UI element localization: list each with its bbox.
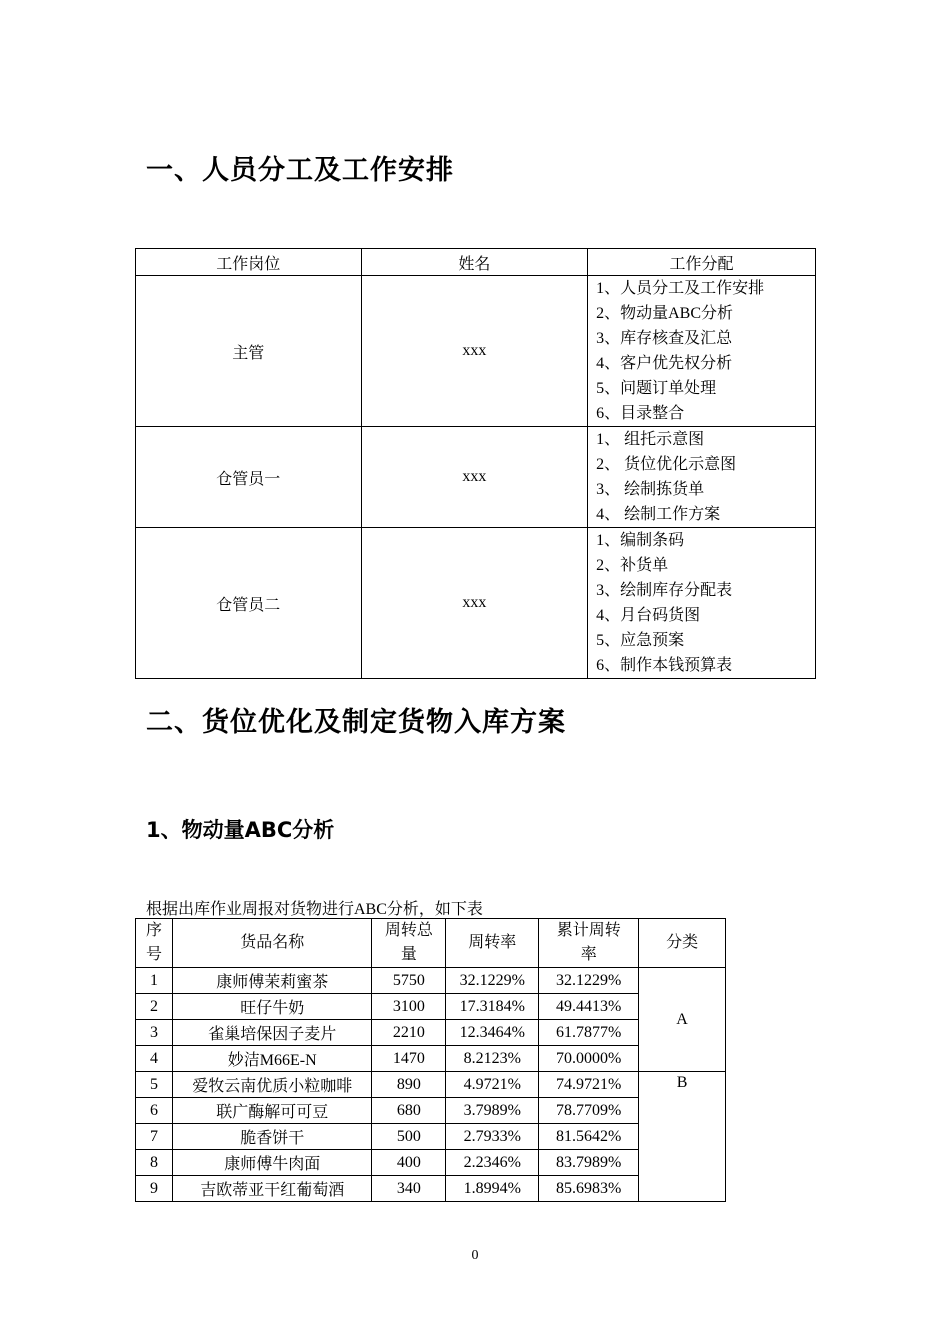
rate-cell: 4.9721% [446, 1072, 539, 1098]
rate-cell: 17.3184% [446, 994, 539, 1020]
task-item: 1、 组托示意图 [596, 431, 705, 448]
product-name-cell: 联广酶解可可豆 [172, 1098, 372, 1124]
seq-cell: 8 [136, 1150, 173, 1176]
task-item: 4、客户优先权分析 [596, 355, 733, 372]
product-name-cell: 旺仔牛奶 [172, 994, 372, 1020]
header-cum: 累计周转率 [539, 919, 639, 968]
table-header-row [136, 919, 726, 968]
role-cell: 仓管员二 [136, 528, 362, 679]
header-name: 姓名 [361, 249, 588, 276]
cum-rate-cell: 83.7989% [539, 1150, 639, 1176]
product-name-cell: 雀巢培保因子麦片 [172, 1020, 372, 1046]
product-name-cell: 爱牧云南优质小粒咖啡 [172, 1072, 372, 1098]
task-item: 5、应急预案 [596, 632, 685, 649]
task-item: 2、物动量ABC分析 [596, 305, 734, 322]
table-row [136, 994, 726, 1020]
cum-rate-cell: 78.7709% [539, 1098, 639, 1124]
cum-rate-cell: 32.1229% [539, 968, 639, 994]
class-cell-b: B [639, 1072, 726, 1202]
task-item: 4、月台码货图 [596, 607, 701, 624]
abc-analysis-table [135, 918, 726, 1202]
name-cell: xxx [361, 427, 588, 528]
table-row [136, 528, 816, 679]
class-cell-a: A [639, 968, 726, 1072]
table-row [136, 1072, 726, 1098]
total-cell: 2210 [372, 1020, 446, 1046]
table-row [136, 1046, 726, 1072]
cum-rate-cell: 81.5642% [539, 1124, 639, 1150]
table-row [136, 427, 816, 528]
task-item: 5、问题订单处理 [596, 380, 717, 397]
rate-cell: 3.7989% [446, 1098, 539, 1124]
task-item: 1、人员分工及工作安排 [596, 280, 765, 297]
table-row [136, 968, 726, 994]
header-tasks: 工作分配 [588, 249, 816, 276]
header-role: 工作岗位 [136, 249, 362, 276]
page-number: 0 [471, 1248, 479, 1263]
seq-cell: 4 [136, 1046, 173, 1072]
product-name-cell: 康师傅牛肉面 [172, 1150, 372, 1176]
task-item: 3、库存核查及汇总 [596, 330, 733, 347]
table-header-row [136, 249, 816, 276]
name-cell: xxx [361, 528, 588, 679]
section-1-title: 一、人员分工及工作安排 [146, 155, 454, 186]
rate-cell: 2.7933% [446, 1124, 539, 1150]
rate-cell: 32.1229% [446, 968, 539, 994]
cum-rate-cell: 74.9721% [539, 1072, 639, 1098]
task-item: 1、编制条码 [596, 532, 685, 549]
table-row [136, 1176, 726, 1202]
header-total: 周转总量 [372, 919, 446, 968]
product-name-cell: 吉欧蒂亚干红葡萄酒 [172, 1176, 372, 1202]
total-cell: 400 [372, 1150, 446, 1176]
header-class: 分类 [639, 919, 726, 968]
name-cell: xxx [361, 276, 588, 427]
total-cell: 340 [372, 1176, 446, 1202]
tasks-cell [588, 276, 816, 427]
total-cell: 500 [372, 1124, 446, 1150]
task-item: 6、制作本钱预算表 [596, 657, 733, 674]
product-name-cell: 妙洁M66E-N [172, 1046, 372, 1072]
table-row [136, 1098, 726, 1124]
cum-rate-cell: 70.0000% [539, 1046, 639, 1072]
rate-cell: 8.2123% [446, 1046, 539, 1072]
subsection-1-title: 1、物动量ABC分析 [146, 818, 335, 842]
seq-cell: 1 [136, 968, 173, 994]
total-cell: 680 [372, 1098, 446, 1124]
seq-cell: 7 [136, 1124, 173, 1150]
cum-rate-cell: 85.6983% [539, 1176, 639, 1202]
product-name-cell: 康师傅茉莉蜜茶 [172, 968, 372, 994]
role-cell: 主管 [136, 276, 362, 427]
total-cell: 5750 [372, 968, 446, 994]
total-cell: 890 [372, 1072, 446, 1098]
seq-cell: 2 [136, 994, 173, 1020]
rate-cell: 12.3464% [446, 1020, 539, 1046]
task-item: 2、补货单 [596, 557, 669, 574]
table-row [136, 1124, 726, 1150]
total-cell: 1470 [372, 1046, 446, 1072]
staff-assignment-table [135, 248, 816, 679]
task-item: 4、 绘制工作方案 [596, 506, 721, 523]
cum-rate-cell: 61.7877% [539, 1020, 639, 1046]
task-item: 3、绘制库存分配表 [596, 582, 733, 599]
rate-cell: 2.2346% [446, 1150, 539, 1176]
intro-text: 根据出库作业周报对货物进行ABC分析，如下表 [146, 901, 483, 918]
table-row [136, 1150, 726, 1176]
task-item: 2、 货位优化示意图 [596, 456, 737, 473]
table-row [136, 276, 816, 427]
seq-cell: 3 [136, 1020, 173, 1046]
header-name: 货品名称 [172, 919, 372, 968]
cum-rate-cell: 49.4413% [539, 994, 639, 1020]
header-rate: 周转率 [446, 919, 539, 968]
role-cell: 仓管员一 [136, 427, 362, 528]
seq-cell: 6 [136, 1098, 173, 1124]
table-row [136, 1020, 726, 1046]
tasks-cell [588, 427, 816, 528]
tasks-cell [588, 528, 816, 679]
product-name-cell: 脆香饼干 [172, 1124, 372, 1150]
task-item: 6、目录整合 [596, 405, 685, 422]
rate-cell: 1.8994% [446, 1176, 539, 1202]
task-item: 3、 绘制拣货单 [596, 481, 705, 498]
total-cell: 3100 [372, 994, 446, 1020]
section-2-title: 二、货位优化及制定货物入库方案 [146, 707, 566, 738]
seq-cell: 9 [136, 1176, 173, 1202]
header-seq: 序号 [136, 919, 173, 968]
seq-cell: 5 [136, 1072, 173, 1098]
